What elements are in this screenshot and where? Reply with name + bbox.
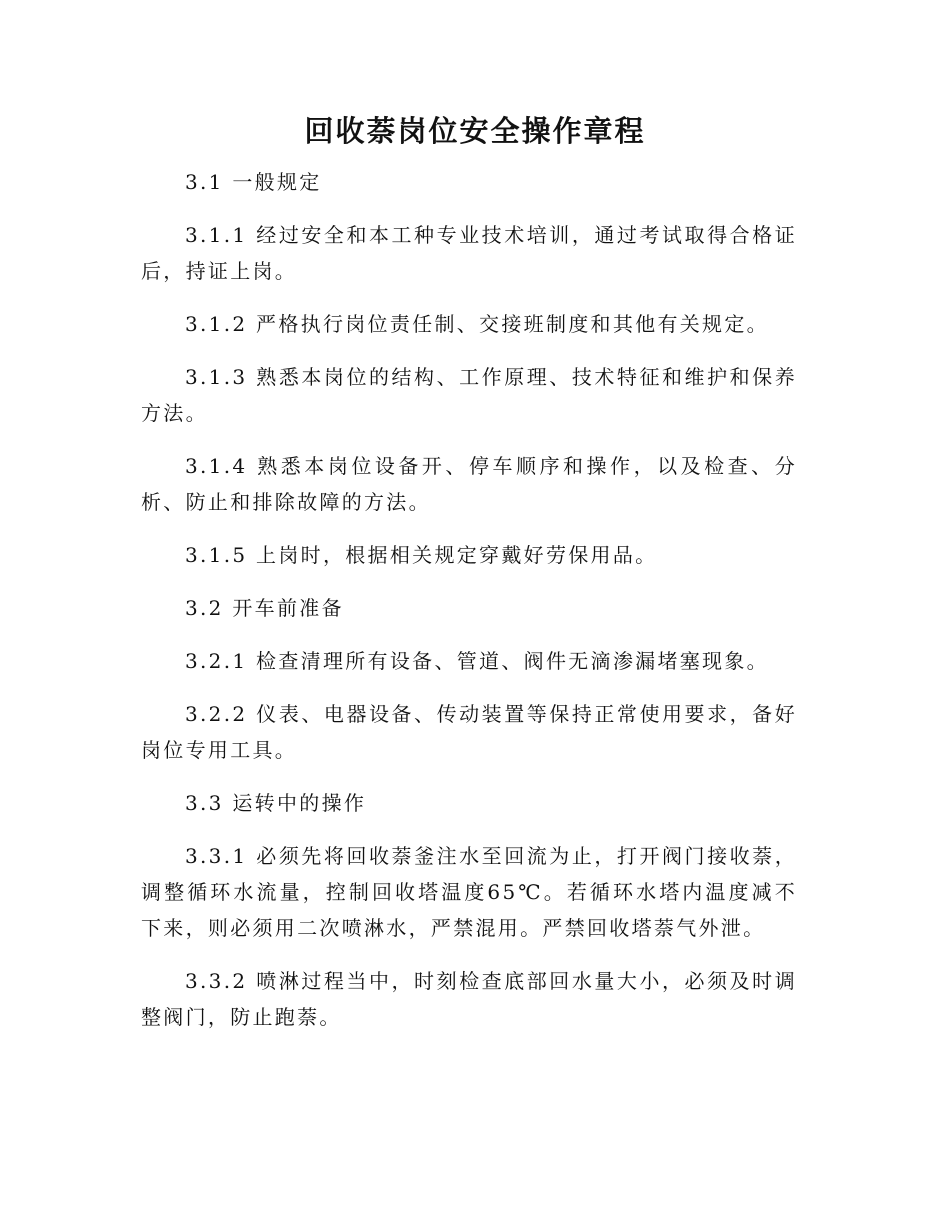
section-heading-3-2: 3.2 开车前准备	[185, 596, 344, 620]
paragraph-3-1-3: 3.1.3 熟悉本岗位的结构、工作原理、技术特征和维护和保养方法。	[141, 365, 797, 425]
paragraph-3-3-1: 3.3.1 必须先将回收萘釜注水至回流为止，打开阀门接收萘，调整循环水流量，控制回收塔温度65℃。若循环水塔内温度减不下来，则必须用二次喷淋水，严禁混用。严禁回收塔萘气外泄。	[141, 844, 797, 940]
paragraph-3-1-4: 3.1.4 熟悉本岗位设备开、停车顺序和操作，以及检查、分析、防止和排除故障的方法。	[141, 454, 797, 514]
section-heading-3-3: 3.3 运转中的操作	[185, 791, 367, 815]
paragraph-3-1-1: 3.1.1 经过安全和本工种专业技术培训，通过考试取得合格证后，持证上岗。	[141, 223, 797, 283]
paragraph-3-2-1: 3.2.1 检查清理所有设备、管道、阀件无滴渗漏堵塞现象。	[185, 649, 769, 673]
paragraph-3-1-5: 3.1.5 上岗时，根据相关规定穿戴好劳保用品。	[185, 543, 658, 567]
section-heading-3-1: 3.1 一般规定	[185, 170, 322, 194]
document-title: 回收萘岗位安全操作章程	[304, 114, 646, 148]
paragraph-3-2-2: 3.2.2 仪表、电器设备、传动装置等保持正常使用要求，备好岗位专用工具。	[141, 702, 797, 762]
paragraph-3-1-2: 3.1.2 严格执行岗位责任制、交接班制度和其他有关规定。	[185, 312, 769, 336]
document-body	[141, 164, 797, 1052]
paragraph-3-3-2: 3.3.2 喷淋过程当中，时刻检查底部回水量大小，必须及时调整阀门，防止跑萘。	[141, 969, 797, 1029]
